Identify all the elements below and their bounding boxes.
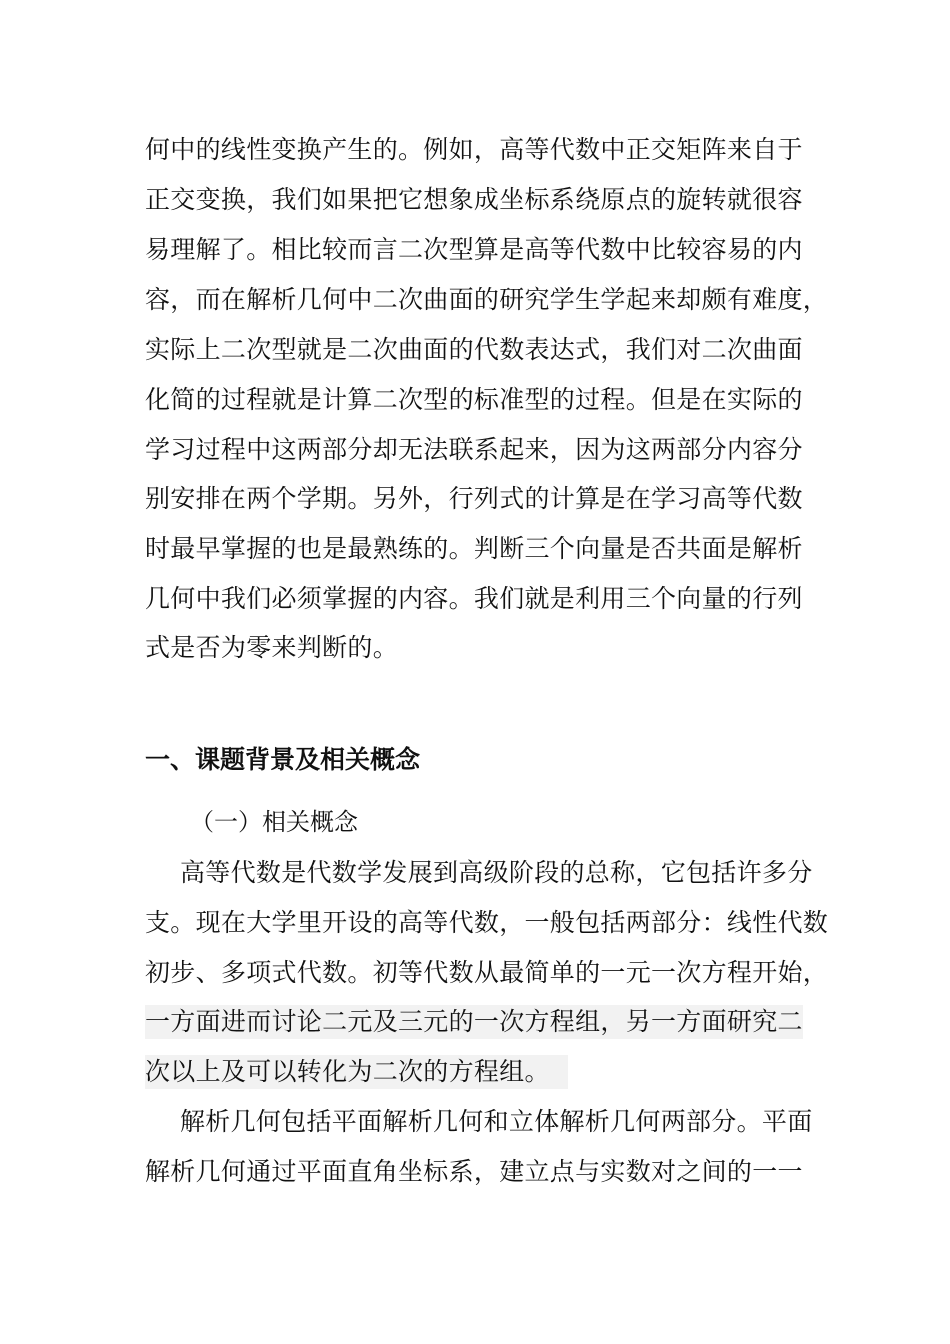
paragraph-2-line-3: 初步、多项式代数。初等代数从最简单的一元一次方程开始， <box>145 958 829 987</box>
paragraph-1-line-2: 正交变换，我们如果把它想象成坐标系绕原点的旋转就很容 <box>145 185 803 214</box>
paragraph-1-line-4: 容，而在解析几何中二次曲面的研究学生学起来却颇有难度， <box>145 285 829 314</box>
subsection-heading: （一）相关概念 <box>190 808 358 836</box>
paragraph-3-line-1: 解析几何包括平面解析几何和立体解析几何两部分。平面 <box>180 1107 813 1136</box>
paragraph-2-line-1: 高等代数是代数学发展到高级阶段的总称，它包括许多分 <box>180 858 813 887</box>
paragraph-2-line-4: 一方面进而讨论二元及三元的一次方程组，另一方面研究二 <box>145 1005 803 1039</box>
paragraph-1-line-3: 易理解了。相比较而言二次型算是高等代数中比较容易的内 <box>145 235 803 264</box>
paragraph-2-line-2: 支。现在大学里开设的高等代数，一般包括两部分：线性代数 <box>145 908 829 937</box>
paragraph-3-line-2: 解析几何通过平面直角坐标系，建立点与实数对之间的一一 <box>145 1157 803 1186</box>
paragraph-1-line-1: 何中的线性变换产生的。例如，高等代数中正交矩阵来自于 <box>145 135 803 164</box>
paragraph-1-line-10: 几何中我们必须掌握的内容。我们就是利用三个向量的行列 <box>145 584 803 613</box>
paragraph-1-line-8: 别安排在两个学期。另外，行列式的计算是在学习高等代数 <box>145 484 803 513</box>
section-heading: 一、课题背景及相关概念 <box>145 745 421 774</box>
paragraph-1-line-5: 实际上二次型就是二次曲面的代数表达式，我们对二次曲面 <box>145 335 803 364</box>
paragraph-1-line-6: 化简的过程就是计算二次型的标准型的过程。但是在实际的 <box>145 385 803 414</box>
paragraph-1-line-7: 学习过程中这两部分却无法联系起来，因为这两部分内容分 <box>145 435 803 464</box>
paragraph-1-line-9: 时最早掌握的也是最熟练的。判断三个向量是否共面是解析 <box>145 534 803 563</box>
paragraph-1-line-11: 式是否为零来判断的。 <box>145 633 399 662</box>
paragraph-2-line-5: 次以上及可以转化为二次的方程组。 <box>145 1055 568 1089</box>
